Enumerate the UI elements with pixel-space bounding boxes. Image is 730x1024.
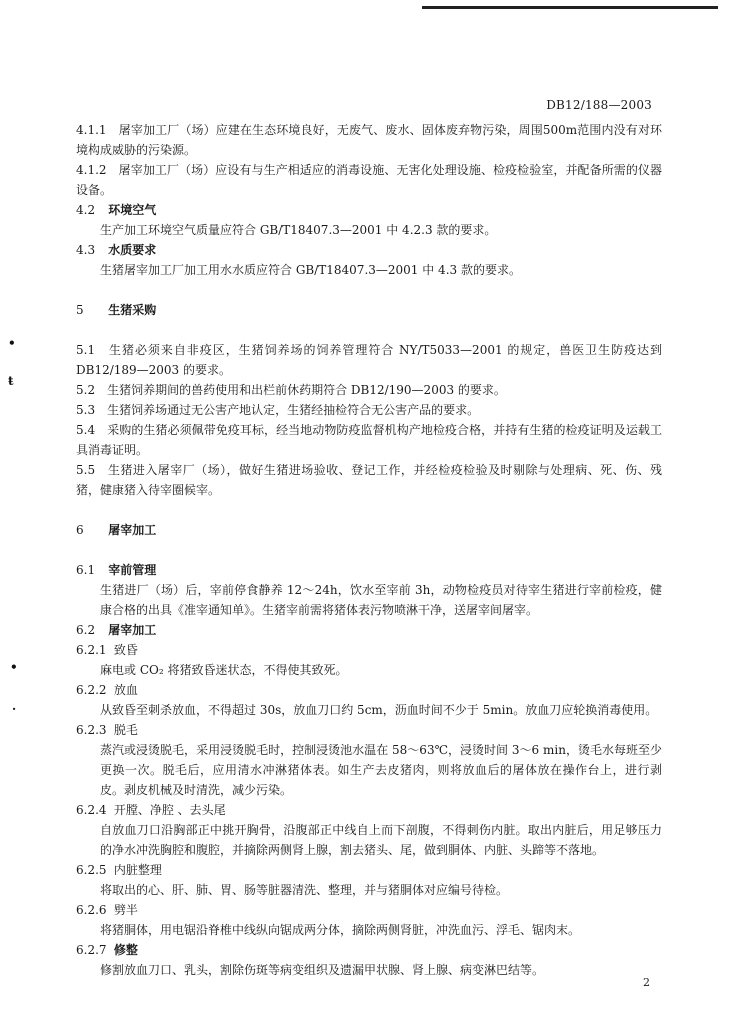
section-number: 6 bbox=[76, 523, 84, 537]
clause-6-2-3-body: 蒸汽或浸烫脱毛，采用浸烫脱毛时，控制浸烫池水温在 58～63℃，浸烫时间 3～6 min，烫毛水每班至少更换一次。脱毛后，应用清水冲淋猪体表。如生产去皮猪肉，则将放血后的屠体放在操作台上，进行剥皮。剥皮机械及时清洗，减少污染。 bbox=[100, 743, 662, 797]
section-number: 6.2.3 bbox=[76, 723, 107, 737]
section-number: 6.2.1 bbox=[76, 643, 107, 657]
heading-4-2 bbox=[76, 200, 662, 220]
clause-6-2-6-body: 将猪胴体，用电锯沿脊椎中线纵向锯成两分体，摘除两侧肾脏，冲洗血污、浮毛、锯肉末。 bbox=[100, 923, 581, 937]
heading-6-2-1 bbox=[76, 640, 662, 660]
section-title: 致昏 bbox=[113, 643, 138, 657]
clause-4-1-1: 4.1.1 屠宰加工厂（场）应建在生态环境良好，无废气、废水、固体废弃物污染，周围500m范围内没有对环境构成威胁的污染源。 bbox=[76, 123, 662, 157]
heading-6-2-4 bbox=[76, 800, 662, 820]
section-title: 宰前管理 bbox=[108, 563, 157, 577]
heading-4-3 bbox=[76, 240, 662, 260]
heading-6-2-6 bbox=[76, 900, 662, 920]
margin-mark: · bbox=[12, 702, 17, 716]
section-number: 6.2.2 bbox=[76, 683, 107, 697]
section-number: 6.2.6 bbox=[76, 903, 107, 917]
clause-5-5: 5.5 生猪进入屠宰厂（场），做好生猪进场验收、登记工作，并经检疫检验及时剔除与处理病、死、伤、残猪，健康猪入待宰圈候宰。 bbox=[76, 463, 662, 497]
section-title: 屠宰加工 bbox=[108, 623, 157, 637]
section-title: 开膛、净腔 、去头尾 bbox=[113, 803, 226, 817]
clause-6-2-4-body: 自放血刀口沿胸部正中挑开胸骨，沿腹部正中线自上而下剖腹，不得刺伤内脏。取出内脏后，用足够压力的净水冲洗胸腔和腹腔，并摘除两侧肾上腺，割去猪头、尾，做到胴体、内脏、头蹄等不落地。 bbox=[100, 823, 662, 857]
header-rule bbox=[422, 6, 718, 9]
section-title: 劈半 bbox=[113, 903, 138, 917]
heading-6 bbox=[76, 520, 662, 540]
section-title: 放血 bbox=[113, 683, 138, 697]
section-number: 6.2.7 bbox=[76, 943, 107, 957]
document-body bbox=[76, 120, 662, 980]
clause-6-2-7-body: 修割放血刀口、乳头，割除伤斑等病变组织及遗漏甲状腺、肾上腺、病变淋巴结等。 bbox=[100, 963, 545, 977]
section-title: 环境空气 bbox=[108, 203, 157, 217]
margin-mark: • bbox=[8, 336, 16, 350]
section-title: 水质要求 bbox=[108, 243, 157, 257]
heading-6-2-2 bbox=[76, 680, 662, 700]
heading-6-2-5 bbox=[76, 860, 662, 880]
section-number: 4.2 bbox=[76, 203, 96, 217]
clause-5-3: 5.3 生猪饲养场通过无公害产地认定，生猪经抽检符合无公害产品的要求。 bbox=[76, 403, 480, 417]
clause-5-4: 5.4 采购的生猪必须佩带免疫耳标，经当地动物防疫监督机构产地检疫合格，并持有生猪的检疫证明及运载工具消毒证明。 bbox=[76, 423, 662, 457]
clause-4-3-body: 生猪屠宰加工厂加工用水水质应符合 GB/T18407.3—2001 中 4.3 款的要求。 bbox=[100, 263, 521, 277]
document-code: DB12/188—2003 bbox=[546, 98, 652, 112]
section-number: 5 bbox=[76, 303, 84, 317]
section-number: 4.3 bbox=[76, 243, 96, 257]
section-number: 6.1 bbox=[76, 563, 96, 577]
heading-6-2 bbox=[76, 620, 662, 640]
section-title: 生猪采购 bbox=[108, 303, 157, 317]
clause-6-2-5-body: 将取出的心、肝、肺、胃、肠等脏器清洗、整理，并与猪胴体对应编号待检。 bbox=[100, 883, 509, 897]
clause-4-2-body: 生产加工环境空气质量应符合 GB/T18407.3—2001 中 4.2.3 款的要求。 bbox=[100, 223, 497, 237]
heading-5 bbox=[76, 300, 662, 320]
section-title: 修整 bbox=[113, 943, 138, 957]
page-number: 2 bbox=[643, 976, 650, 989]
section-title: 内脏整理 bbox=[113, 863, 162, 877]
section-title: 脱毛 bbox=[113, 723, 138, 737]
heading-6-2-3 bbox=[76, 720, 662, 740]
clause-4-1-2: 4.1.2 屠宰加工厂（场）应设有与生产相适应的消毒设施、无害化处理设施、检疫检验室，并配备所需的仪器设备。 bbox=[76, 163, 662, 197]
margin-mark: • bbox=[10, 660, 18, 674]
margin-mark: ŧ bbox=[8, 374, 14, 388]
section-number: 6.2 bbox=[76, 623, 96, 637]
clause-6-1-body: 生猪进厂（场）后，宰前停食静养 12～24h，饮水至宰前 3h，动物检疫员对待宰生猪进行宰前检疫，健康合格的出具《准宰通知单》。生猪宰前需将猪体表污物喷淋干净，送屠宰间屠宰。 bbox=[100, 583, 662, 617]
clause-5-1: 5.1 生猪必须来自非疫区，生猪饲养场的饲养管理符合 NY/T5033—2001 的规定，兽医卫生防疫达到 DB12/189—2003 的要求。 bbox=[76, 343, 662, 377]
heading-6-1 bbox=[76, 560, 662, 580]
clause-6-2-2-body: 从致昏至刺杀放血，不得超过 30s，放血刀口约 5cm，沥血时间不少于 5min。放血刀应轮换消毒使用。 bbox=[100, 703, 658, 717]
heading-6-2-7 bbox=[76, 940, 662, 960]
section-number: 6.2.5 bbox=[76, 863, 107, 877]
clause-5-2: 5.2 生猪饲养期间的兽药使用和出栏前休药期符合 DB12/190—2003 的要求。 bbox=[76, 383, 506, 397]
section-number: 6.2.4 bbox=[76, 803, 107, 817]
clause-6-2-1-body: 麻电或 CO₂ 将猪致昏迷状态，不得使其致死。 bbox=[100, 663, 348, 677]
section-title: 屠宰加工 bbox=[108, 523, 157, 537]
